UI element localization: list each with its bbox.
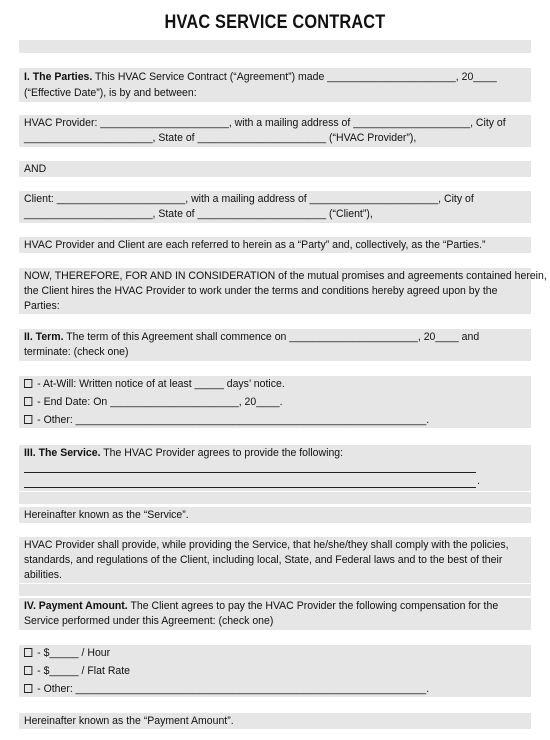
- blank-band: [19, 40, 531, 53]
- payment-known: Hereinafter known as the “Payment Amount”.: [24, 715, 234, 727]
- and-text: AND: [24, 163, 47, 175]
- payment-line-2: Service performed under this Agreement: (check one): [24, 615, 274, 627]
- term-text-1: The term of this Agreement shall commence on ______________________, 20____ and: [63, 331, 480, 343]
- service-heading: III. The Service.: [24, 447, 101, 459]
- payment-line-1: [24, 599, 499, 614]
- consideration-line-3: Parties:: [24, 300, 60, 312]
- parties-note: HVAC Provider and Client are each referred to herein as a “Party” and, collectively, as the “Parties.”: [24, 239, 486, 251]
- payment-other-checkbox[interactable]: [24, 684, 32, 693]
- comply-line-2: standards, and regulations of the Client, including local, State, and Federal laws and to the best of their: [24, 554, 503, 566]
- payment-option-other: [24, 682, 494, 697]
- parties-heading: I. The Parties.: [24, 71, 93, 83]
- parties-text-1: This HVAC Service Contract (“Agreement”) made ______________________, 20____: [92, 71, 497, 83]
- service-line-1: [24, 446, 494, 461]
- payment-option-flat: [24, 664, 494, 679]
- payment-option-hour: [24, 646, 494, 661]
- provider-line-1: HVAC Provider: ______________________, with a mailing address of ____________________, City of: [24, 117, 506, 129]
- service-end-mark: .: [477, 475, 480, 487]
- term-line-2: terminate: (check one): [24, 346, 129, 358]
- document-title: HVAC SERVICE CONTRACT: [164, 12, 386, 33]
- service-blank-line-1[interactable]: [24, 472, 476, 473]
- consideration-line-2: the Client hires the HVAC Provider to work under the terms and conditions hereby agreed upon by the: [24, 285, 498, 297]
- hourly-label: - $_____ / Hour: [34, 647, 111, 659]
- comply-line-1: HVAC Provider shall provide, while providing the Service, that he/she/they shall comply with the policies,: [24, 539, 509, 551]
- term-option-at-will: [24, 377, 494, 392]
- service-text-1: The HVAC Provider agrees to provide the following:: [100, 447, 344, 459]
- client-line-2: ______________________, State of ______________________ (“Client”),: [24, 208, 373, 220]
- provider-line-2: ______________________, State of ______________________ (“HVAC Provider”),: [24, 132, 417, 144]
- parties-line-1: [24, 70, 497, 85]
- blank-band-2: [19, 584, 531, 596]
- payment-heading: IV. Payment Amount.: [24, 600, 128, 612]
- term-option-end-date: [24, 395, 494, 410]
- payment-text-1: The Client agrees to pay the HVAC Provider the following compensation for the: [127, 600, 499, 612]
- term-line-1: [24, 330, 494, 345]
- term-heading: II. Term.: [24, 331, 64, 343]
- parties-line-2: (“Effective Date”), is by and between:: [24, 87, 197, 99]
- flat-rate-label: - $_____ / Flat Rate: [34, 665, 131, 677]
- term-option-other: [24, 413, 494, 428]
- service-blank-line-2[interactable]: [24, 487, 476, 488]
- payment-other-label: - Other: ____________________________________________________________.: [34, 683, 430, 695]
- flat-rate-checkbox[interactable]: [24, 666, 32, 675]
- term-other-label: - Other: ____________________________________________________________.: [34, 414, 430, 426]
- hourly-checkbox[interactable]: [24, 648, 32, 657]
- service-known: Hereinafter known as the “Service”.: [24, 509, 189, 521]
- end-date-label: - End Date: On ______________________, 20____.: [34, 396, 283, 408]
- consideration-line-1: NOW, THEREFORE, FOR AND IN CONSIDERATION of the mutual promises and agreements contained herein,: [24, 270, 547, 282]
- end-date-checkbox[interactable]: [24, 397, 32, 406]
- client-line-1: Client: ______________________, with a mailing address of ______________________, City of: [24, 193, 474, 205]
- comply-line-3: abilities.: [24, 569, 62, 581]
- term-other-checkbox[interactable]: [24, 415, 32, 424]
- at-will-checkbox[interactable]: [24, 379, 32, 388]
- service-blank-band: [19, 492, 531, 504]
- at-will-label: - At-Will: Written notice of at least _____ days’ notice.: [34, 378, 285, 390]
